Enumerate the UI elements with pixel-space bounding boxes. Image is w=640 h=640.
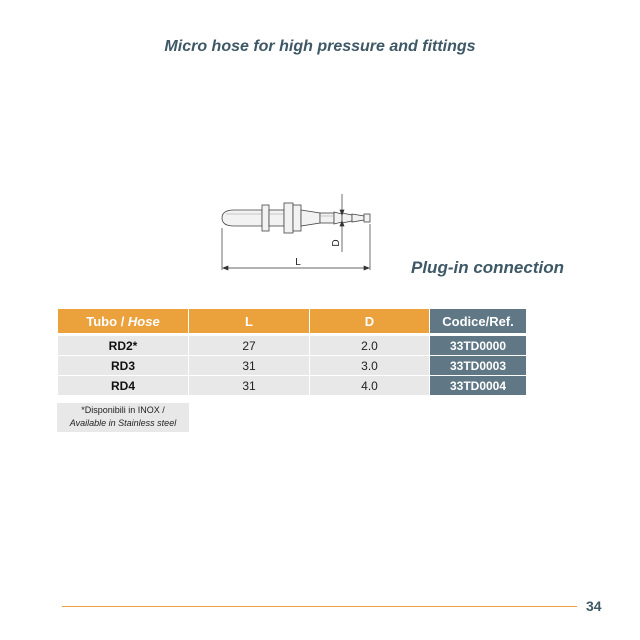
header-row — [58, 309, 526, 336]
ref-cell: 33TD0003 — [430, 356, 526, 376]
length-cell: 27 — [189, 336, 309, 356]
hose-column-header: Tubo / Hose — [58, 309, 188, 336]
fitting-body — [222, 203, 370, 233]
ref-column-header: Codice/Ref. — [430, 309, 526, 336]
ref-cell: 33TD0000 — [430, 336, 526, 356]
diameter-cell: 4.0 — [310, 376, 429, 396]
length-cell: 31 — [189, 376, 309, 396]
footnote-line-it: *Disponibili in INOX / — [81, 405, 165, 415]
page-title: Micro hose for high pressure and fittings — [164, 38, 476, 55]
diameter-cell: 3.0 — [310, 356, 429, 376]
footer-rule — [62, 606, 577, 607]
length-label: L — [295, 257, 301, 268]
ref-cell: 33TD0004 — [430, 376, 526, 396]
length-column-header: L — [189, 309, 309, 336]
table-row — [58, 356, 526, 376]
hose-cell: RD2* — [58, 336, 188, 356]
fitting-drawing — [212, 188, 384, 274]
table-row — [58, 336, 526, 356]
length-cell: 31 — [189, 356, 309, 376]
hose-cell: RD3 — [58, 356, 188, 376]
diameter-column-header: D — [310, 309, 429, 336]
footnote-line-en: Available in Stainless steel — [69, 418, 177, 428]
diameter-cell: 2.0 — [310, 336, 429, 356]
footnote — [57, 403, 189, 432]
section-title: Plug-in connection — [411, 258, 564, 277]
spec-table — [57, 309, 527, 396]
hose-cell: RD4 — [58, 376, 188, 396]
diameter-label: D — [331, 239, 342, 247]
page-number: 34 — [586, 598, 602, 614]
table-row — [58, 376, 526, 396]
